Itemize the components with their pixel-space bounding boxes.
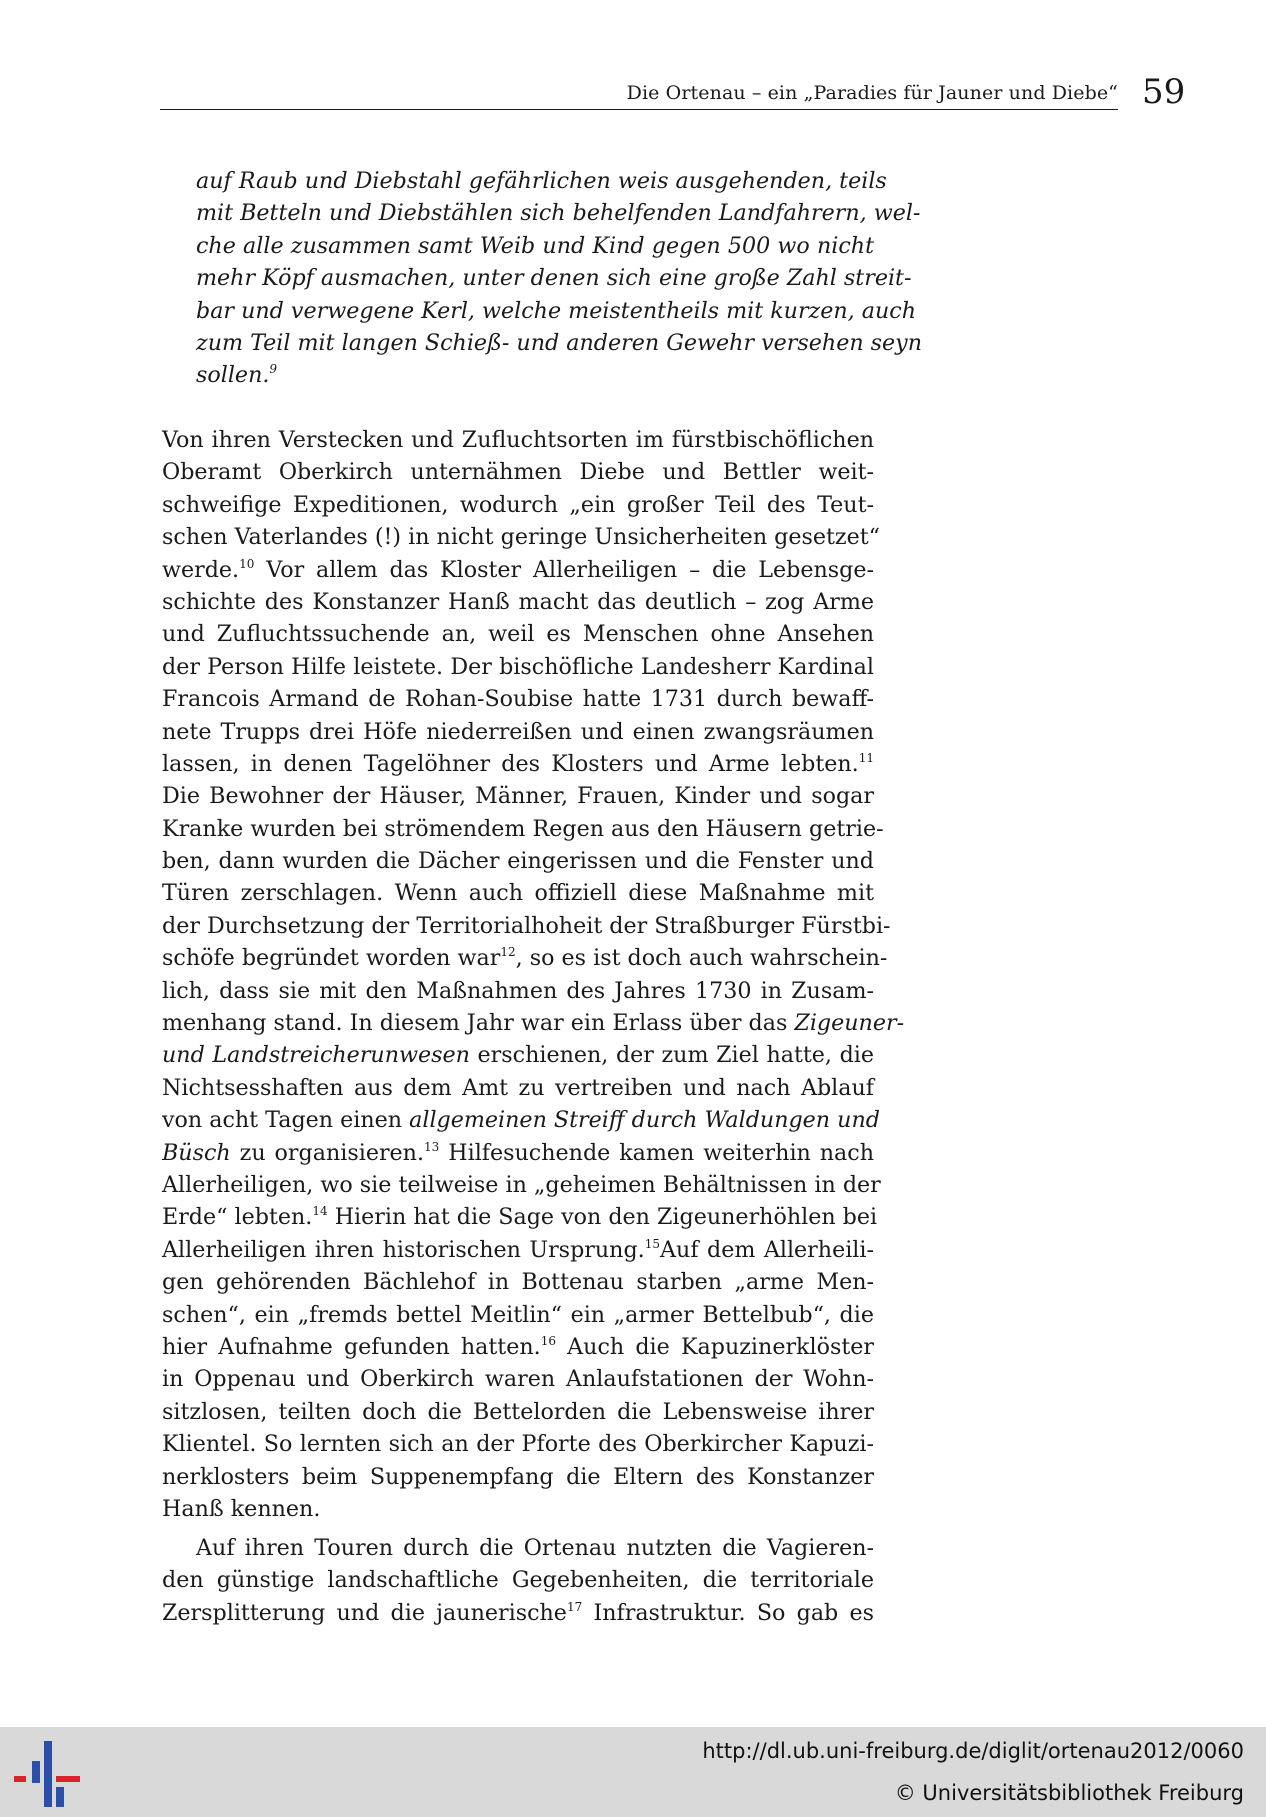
text-line	[162, 1234, 874, 1266]
text-line: schweifige Expeditionen, wodurch „ein großer Teil des Teut-	[162, 491, 874, 518]
text-line: in Oppenau und Oberkirch waren Anlaufstationen der Wohn-	[162, 1366, 874, 1393]
footnote-ref: 16	[540, 1333, 556, 1348]
text-line	[162, 1597, 874, 1629]
text-line: Kranke wurden bei strömendem Regen aus den Häusern getrie-	[162, 815, 884, 842]
text-line: schichte des Konstanzer Hanß macht das deutlich – zog Arme	[162, 588, 874, 615]
text-line: sitzlosen, teilten doch die Bettelorden die Lebensweise ihrer	[162, 1398, 874, 1425]
text-line	[162, 942, 888, 974]
text-segment: hier Aufnahme gefunden hatten.	[162, 1333, 541, 1360]
block-quote	[196, 165, 923, 392]
text-line	[162, 1331, 874, 1363]
running-title: Die Ortenau – ein „Paradies für Jauner und Diebe“	[626, 82, 1118, 104]
library-logo-icon	[12, 1741, 82, 1807]
text-line: ben, dann wurden die Dächer eingerissen und die Fenster und	[162, 848, 874, 875]
footnote-ref: 11	[858, 750, 874, 765]
italic-term: allgemeinen Streiff durch Waldungen und	[409, 1107, 880, 1134]
text-line: Klientel. So lernten sich an der Pforte des Oberkircher Kapuzi-	[162, 1431, 874, 1458]
text-segment: Allerheiligen ihren historischen Ursprung.	[162, 1236, 645, 1263]
text-segment: Vor allem das Kloster Allerheiligen – die Lebensge-	[254, 556, 874, 583]
footnote-ref: 15	[644, 1236, 660, 1251]
text-segment: Infrastruktur. So gab es	[582, 1599, 874, 1626]
text-line: und Zufluchtssuchende an, weil es Menschen ohne Ansehen	[162, 621, 874, 648]
text-line	[162, 1007, 905, 1039]
footer-bar	[0, 1727, 1266, 1817]
quote-line: auf Raub und Diebstahl gefährlichen weis ausgehenden, teils	[196, 168, 887, 194]
text-line	[162, 554, 874, 586]
quote-line	[196, 359, 874, 391]
text-segment: schöfe begründet worden war	[162, 945, 501, 972]
text-line	[162, 1039, 874, 1071]
text-line: Auf ihren Touren durch die Ortenau nutzten die Vagieren-	[196, 1535, 874, 1561]
text-segment: werde.	[162, 556, 240, 583]
text-line	[162, 1137, 874, 1169]
text-segment: menhang stand. In diesem Jahr war ein Erlass über das	[162, 1010, 795, 1037]
footnote-ref: 12	[500, 945, 516, 960]
text-segment: Zersplitterung und die jaunerische	[162, 1599, 567, 1626]
text-line: lich, dass sie mit den Maßnahmen des Jahres 1730 in Zusam-	[162, 977, 874, 1004]
paragraph-2	[162, 1532, 874, 1629]
text-line: der Person Hilfe leistete. Der bischöfliche Landesherr Kardinal	[162, 653, 874, 680]
text-line: Allerheiligen, wo sie teilweise in „geheimen Behältnissen in der	[162, 1171, 881, 1198]
text-segment: Auch die Kapuzinerklöster	[555, 1333, 874, 1360]
footnote-ref: 10	[239, 556, 255, 571]
text-line: schen Vaterlandes (!) in nicht geringe Unsicherheiten gesetzet“	[162, 524, 881, 551]
text-line: Von ihren Verstecken und Zufluchtsorten im fürstbischöflichen	[162, 427, 874, 453]
running-header	[160, 72, 1186, 114]
italic-term: und Landstreicherunwesen	[162, 1042, 470, 1069]
italic-term: Büsch	[162, 1139, 231, 1166]
text-segment: zu organisieren.	[230, 1139, 425, 1166]
text-line: nete Trupps drei Höfe niederreißen und einen zwangsräumen	[162, 718, 874, 745]
text-line: schen“, ein „fremds bettel Meitlin“ ein „armer Bettelbub“, die	[162, 1301, 874, 1328]
source-url-link[interactable]: http://dl.ub.uni-freiburg.de/diglit/ortenau2012/0060	[702, 1739, 1244, 1763]
copyright-notice: © Universitätsbibliothek Freiburg	[894, 1781, 1244, 1805]
quote-line: bar und verwegene Kerl, welche meistentheils mit kurzen, auch	[196, 297, 917, 324]
text-line: gen gehörenden Bächlehof in Bottenau starben „arme Men-	[162, 1269, 874, 1296]
quote-line: mehr Köpf ausmachen, unter denen sich eine große Zahl streit-	[196, 265, 912, 292]
text-segment: Auf dem Allerheili-	[660, 1236, 874, 1263]
quote-line: zum Teil mit langen Schieß- und anderen Gewehr versehen seyn	[196, 329, 923, 356]
paragraph-1	[162, 424, 905, 1525]
text-segment: erschienen, der zum Ziel hatte, die	[469, 1042, 874, 1069]
text-line: Nichtsesshaften aus dem Amt zu vertreiben und nach Ablauf	[162, 1074, 874, 1101]
text-line: Oberamt Oberkirch unternähmen Diebe und Bettler weit-	[162, 459, 874, 486]
text-segment: , so es ist doch auch wahrschein-	[515, 945, 888, 972]
text-line: den günstige landschaftliche Gegebenheiten, die territoriale	[162, 1567, 874, 1594]
text-segment: Hierin hat die Sage von den Zigeunerhöhlen bei	[327, 1204, 878, 1231]
header-rule	[160, 109, 1118, 110]
text-line	[162, 748, 874, 780]
text-line: Die Bewohner der Häuser, Männer, Frauen, Kinder und sogar	[162, 783, 874, 810]
text-line: nerklosters beim Suppenempfang die Eltern des Konstanzer	[162, 1463, 874, 1490]
text-line	[162, 1201, 878, 1233]
quote-text: sollen.	[196, 362, 270, 389]
quote-line: che alle zusammen samt Weib und Kind gegen 500 wo nicht	[196, 232, 874, 259]
text-line: Türen zerschlagen. Wenn auch offiziell diese Maßnahme mit	[162, 880, 874, 907]
footnote-ref: 13	[424, 1139, 440, 1154]
text-segment: Hilfesuchende kamen weiterhin nach	[439, 1139, 874, 1166]
text-line: der Durchsetzung der Territorialhoheit der Straßburger Fürstbi-	[162, 912, 891, 939]
footnote-ref: 9	[269, 362, 278, 377]
italic-term: Zigeuner-	[794, 1010, 905, 1037]
quote-line: mit Betteln und Diebstählen sich behelfenden Landfahrern, wel-	[196, 200, 921, 227]
footnote-ref: 14	[312, 1204, 328, 1219]
text-line: Hanß kennen.	[162, 1495, 321, 1522]
footnote-ref: 17	[566, 1599, 583, 1614]
text-segment: von acht Tagen einen	[162, 1107, 410, 1134]
text-line: Francois Armand de Rohan-Soubise hatte 1731 durch bewaff-	[162, 686, 874, 713]
text-segment: Erde“ lebten.	[162, 1204, 313, 1231]
text-segment: lassen, in denen Tagelöhner des Klosters und Arme lebten.	[162, 750, 859, 777]
text-line	[162, 1104, 880, 1136]
page-number: 59	[1142, 72, 1186, 112]
